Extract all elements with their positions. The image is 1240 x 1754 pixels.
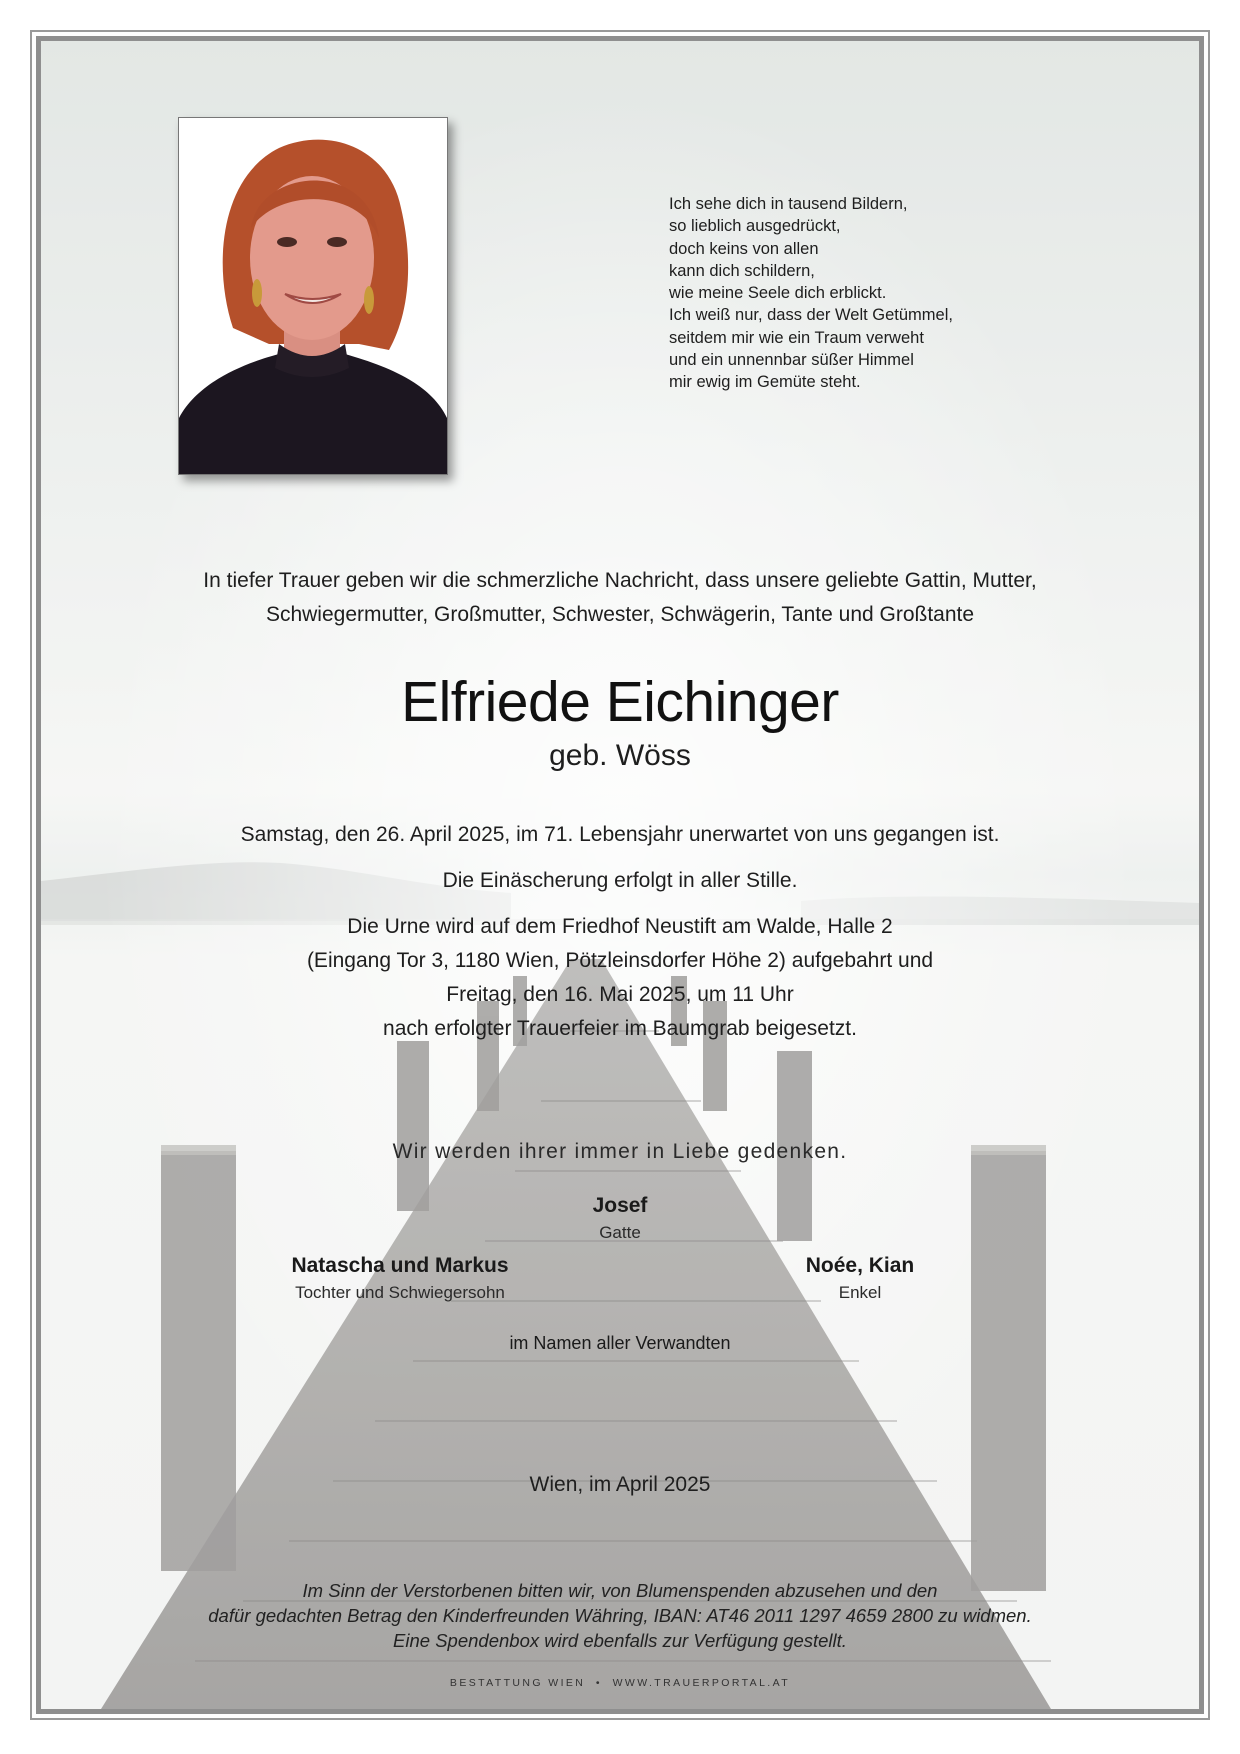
intro-line: In tiefer Trauer geben wir die schmerzliche Nachricht, dass unsere geliebte Gattin, Mutter, bbox=[203, 569, 1037, 592]
burial-details bbox=[45, 910, 1195, 1046]
burial-line: nach erfolgter Trauerfeier im Baumgrab beigesetzt. bbox=[383, 1017, 857, 1040]
donation-note bbox=[45, 1578, 1195, 1653]
place-date: Wien, im April 2025 bbox=[529, 1473, 711, 1496]
burial-line: (Eingang Tor 3, 1180 Wien, Pötzleinsdorfer Höhe 2) aufgebahrt und bbox=[306, 949, 934, 972]
remembrance-line: Wir werden ihrer immer in Liebe gedenken. bbox=[392, 1140, 848, 1163]
deceased-name: Elfriede Eichinger bbox=[401, 670, 839, 734]
birth-name: geb. Wöss bbox=[549, 739, 691, 772]
poem-line: mir ewig im Gemüte steht. bbox=[669, 373, 861, 392]
poem bbox=[669, 193, 953, 394]
burial-line: Freitag, den 16. Mai 2025, um 11 Uhr bbox=[446, 983, 794, 1006]
spouse-name: Josef bbox=[592, 1194, 648, 1217]
donation-line: dafür gedachten Betrag den Kinderfreunden Währing, IBAN: AT46 2011 1297 4659 2800 zu widmen. bbox=[208, 1605, 1032, 1626]
poem-line: seitdem mir wie ein Traum verweht bbox=[669, 328, 924, 347]
death-date-line: Samstag, den 26. April 2025, im 71. Lebensjahr unerwartet von uns gegangen ist. bbox=[240, 823, 1000, 846]
grandchildren-role: Enkel bbox=[838, 1283, 882, 1302]
spouse-role: Gatte bbox=[599, 1223, 641, 1242]
poem-line: so lieblich ausgedrückt, bbox=[669, 217, 841, 236]
portrait-photo bbox=[178, 117, 448, 475]
children-names: Natascha und Markus bbox=[291, 1254, 509, 1277]
cremation-line: Die Einäscherung erfolgt in aller Stille. bbox=[442, 869, 798, 892]
footer-credit: BESTATTUNG WIEN • WWW.TRAUERPORTAL.AT bbox=[449, 1677, 791, 1689]
poem-line: kann dich schildern, bbox=[669, 261, 815, 280]
donation-line: Eine Spendenbox wird ebenfalls zur Verfügung gestellt. bbox=[393, 1630, 847, 1651]
relatives-line: im Namen aller Verwandten bbox=[509, 1333, 731, 1353]
grandchildren-names: Noée, Kian bbox=[805, 1254, 915, 1277]
poem-line: Ich weiß nur, dass der Welt Getümmel, bbox=[669, 306, 953, 325]
children-role: Tochter und Schwiegersohn bbox=[295, 1283, 505, 1302]
intro-line: Schwiegermutter, Großmutter, Schwester, Schwägerin, Tante und Großtante bbox=[265, 603, 975, 626]
donation-line: Im Sinn der Verstorbenen bitten wir, von Blumenspenden abzusehen und den bbox=[302, 1580, 938, 1601]
burial-line: Die Urne wird auf dem Friedhof Neustift am Walde, Halle 2 bbox=[347, 915, 893, 938]
poem-line: doch keins von allen bbox=[669, 239, 819, 258]
poem-line: wie meine Seele dich erblickt. bbox=[669, 284, 887, 303]
poem-line: und ein unnennbar süßer Himmel bbox=[669, 351, 914, 370]
poem-line: Ich sehe dich in tausend Bildern, bbox=[669, 195, 908, 213]
announcement-intro bbox=[45, 564, 1195, 632]
